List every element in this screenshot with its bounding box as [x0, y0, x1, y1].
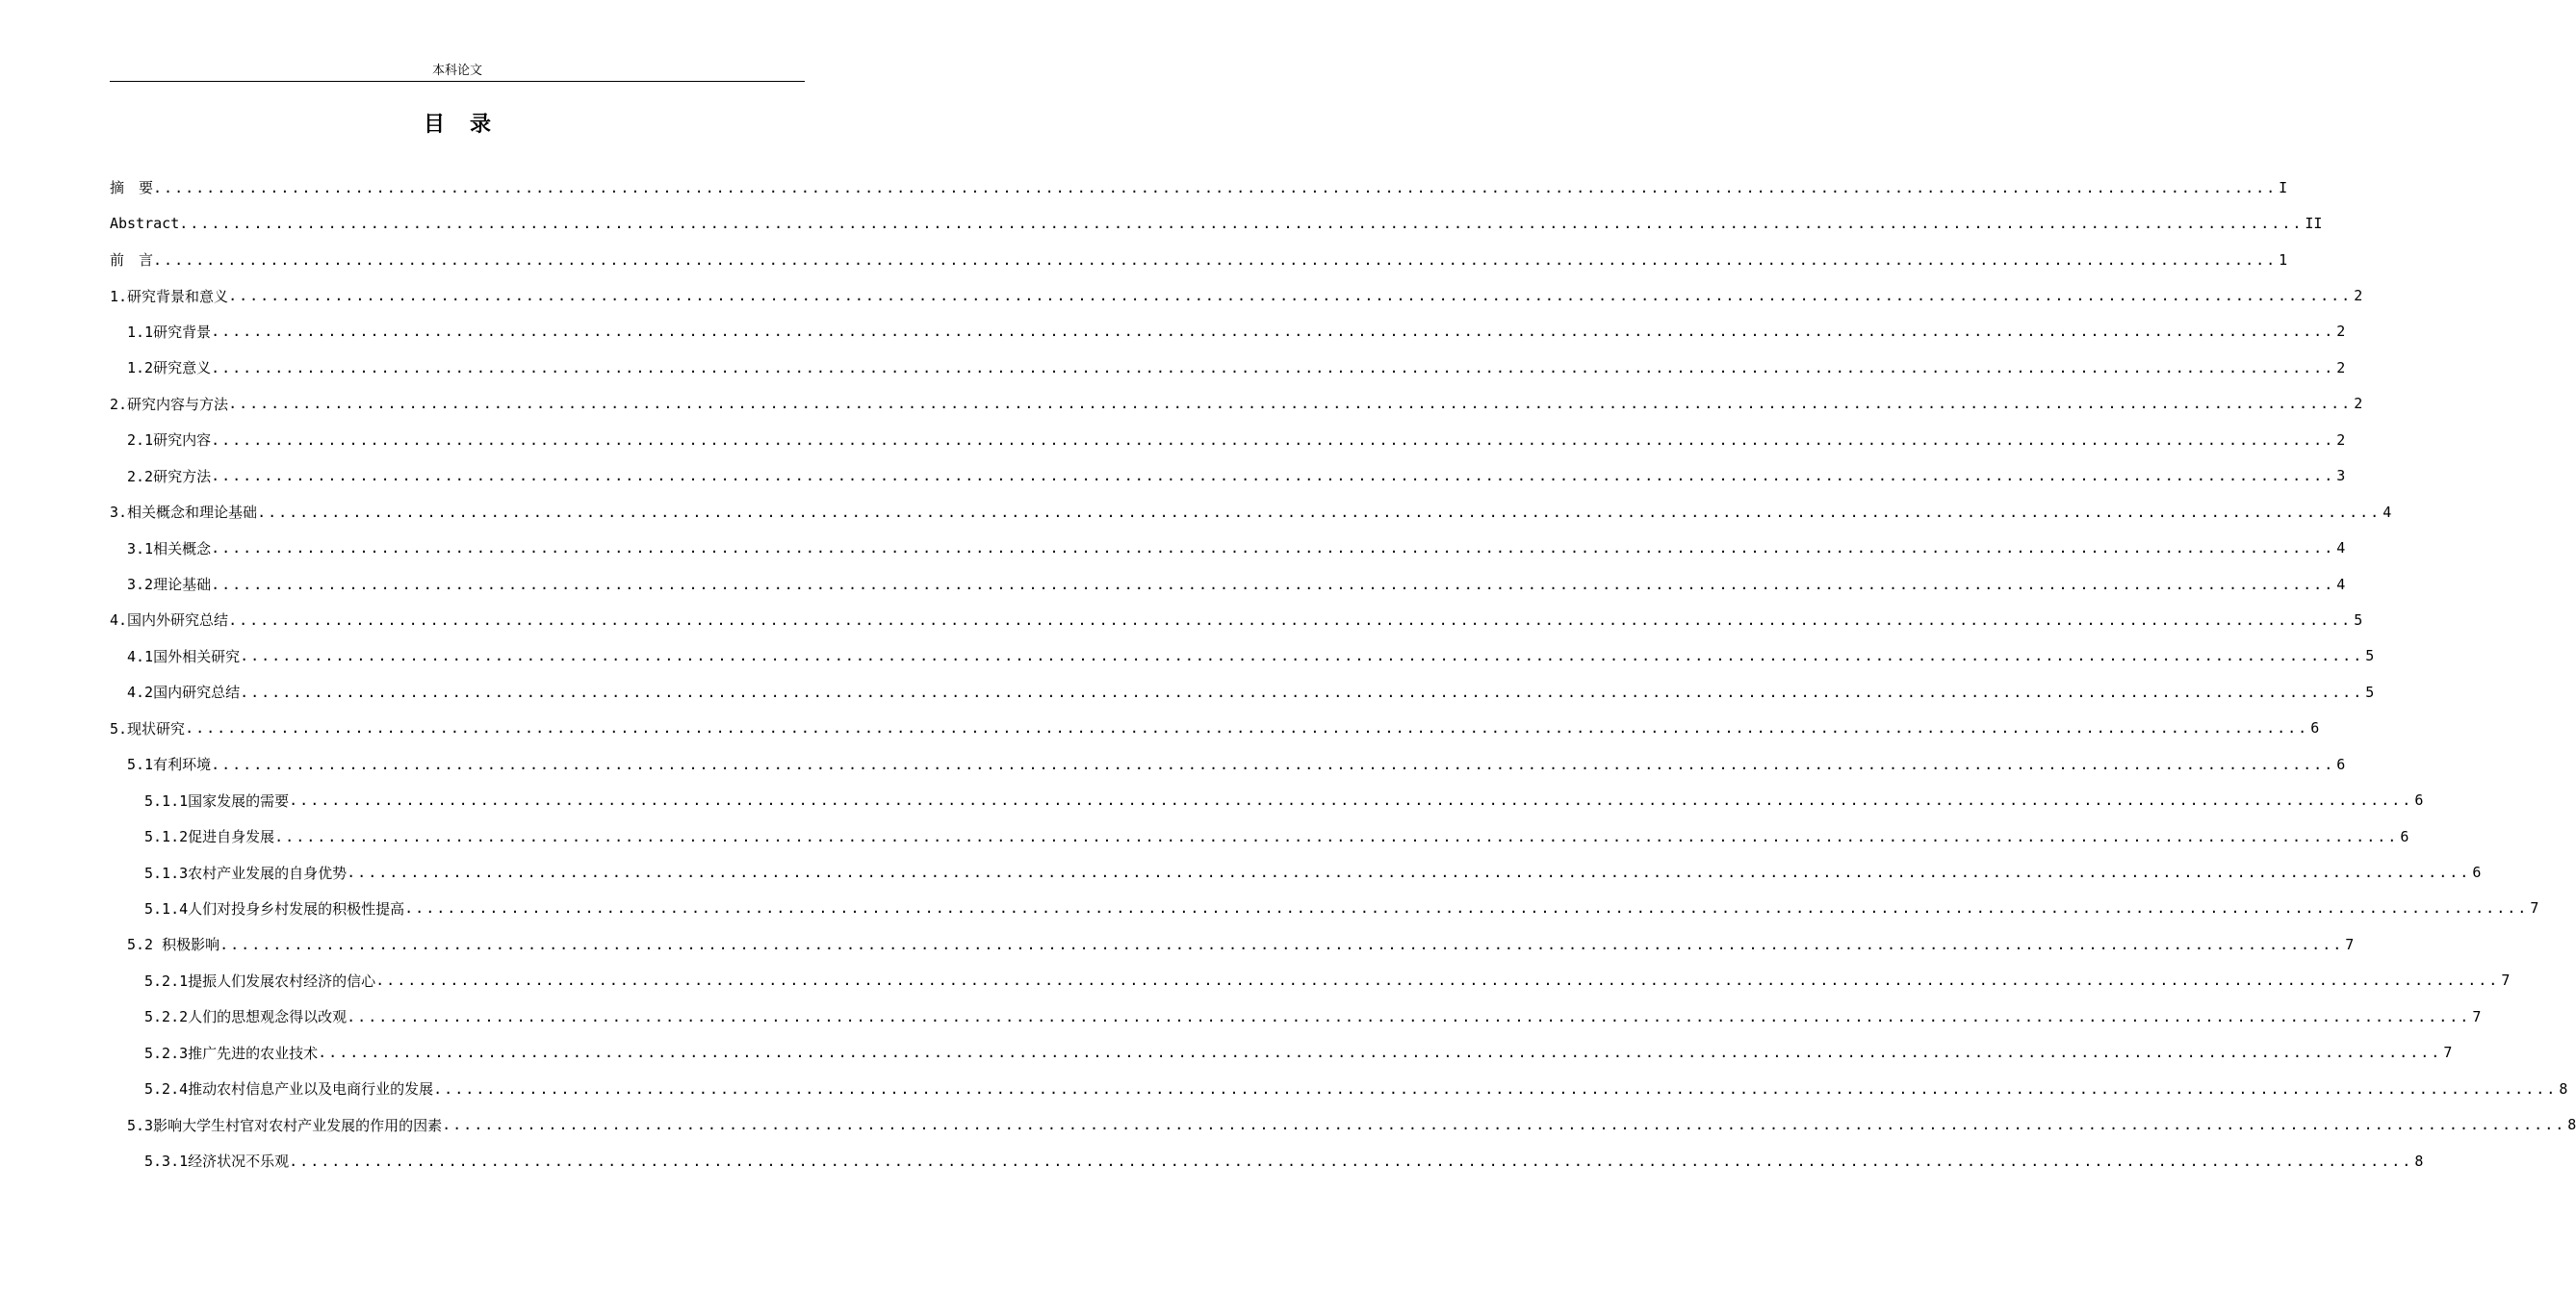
toc-entry[interactable] [110, 566, 2346, 602]
toc-entry-label: 1.1研究背景 [127, 323, 212, 341]
toc-leader-dots: ........................................................................................................................................................................................................ [289, 791, 2413, 810]
toc-entry-label: Abstract [110, 215, 180, 233]
toc-entry[interactable] [110, 926, 2355, 962]
toc-entry[interactable] [110, 314, 2346, 350]
toc-entry-label: 5.1.1国家发展的需要 [144, 791, 290, 810]
toc-entry-label: 1.研究背景和意义 [110, 287, 229, 305]
toc-entry-label: 2.2研究方法 [127, 467, 212, 485]
toc-leader-dots: ........................................................................................................................................................................................................ [211, 430, 2335, 449]
toc-entry-page: 6 [2400, 827, 2409, 845]
toc-entry[interactable] [110, 494, 2392, 530]
toc-leader-dots: ........................................................................................................................................................................................................ [211, 323, 2335, 341]
page-header: 本科论文 [431, 64, 482, 78]
toc-entry-page: 4 [2336, 539, 2346, 557]
toc-entry-label: 4.国内外研究总结 [110, 611, 229, 630]
toc-entry[interactable] [110, 638, 2375, 674]
toc-entry[interactable] [110, 1071, 2568, 1106]
toc-leader-dots: ........................................................................................................................................................................................................ [185, 719, 2309, 738]
toc-leader-dots: ........................................................................................................................................................................................................ [228, 287, 2353, 305]
toc-entry-label: 5.2.4推动农村信息产业以及电商行业的发展 [144, 1080, 434, 1099]
toc-entry-page: 6 [2414, 791, 2424, 810]
toc-entry-label: 前 言 [110, 251, 154, 270]
toc-entry[interactable] [110, 891, 2539, 926]
toc-entry[interactable] [110, 386, 2363, 422]
toc-entry[interactable] [110, 277, 2363, 313]
toc-title: 目录 [423, 113, 516, 137]
header-rule [110, 81, 805, 82]
toc-leader-dots: ........................................................................................................................................................................................................ [442, 1116, 2566, 1134]
toc-leader-dots: ........................................................................................................................................................................................................ [211, 358, 2335, 376]
toc-entry-label: 5.1.2促进自身发展 [144, 828, 275, 846]
toc-entry[interactable] [110, 1106, 2576, 1142]
toc-leader-dots: ........................................................................................................................................................................................................ [228, 610, 2353, 629]
toc-entry[interactable] [110, 530, 2346, 565]
toc-entry-page: 7 [2345, 935, 2355, 953]
toc-entry-page: I [2279, 178, 2288, 196]
toc-entry[interactable] [110, 1143, 2424, 1179]
toc-entry-page: 8 [2414, 1152, 2424, 1170]
toc-entry-page: 2 [2336, 323, 2346, 341]
toc-entry-page: II [2305, 215, 2323, 233]
toc-entry[interactable] [110, 963, 2511, 998]
toc-entry-page: 5 [2354, 610, 2363, 629]
toc-leader-dots: ........................................................................................................................................................................................................ [433, 1079, 2558, 1098]
toc-entry[interactable] [110, 746, 2346, 782]
toc-entry-label: 4.2国内研究总结 [127, 684, 241, 702]
toc-entry[interactable] [110, 350, 2346, 385]
toc-entry-page: 7 [2530, 899, 2539, 918]
toc-entry-label: 5.1有利环境 [127, 756, 212, 774]
toc-entry-page: 3 [2336, 467, 2346, 485]
toc-entry-label: 2.1研究内容 [127, 431, 212, 450]
toc-leader-dots: ........................................................................................................................................................................................................ [289, 1152, 2413, 1170]
toc-entry[interactable] [110, 205, 2323, 241]
toc-entry-page: 7 [2501, 972, 2511, 990]
toc-leader-dots: ........................................................................................................................................................................................................ [240, 647, 2364, 665]
toc-leader-dots: ........................................................................................................................................................................................................ [211, 539, 2335, 557]
toc-entry[interactable] [110, 998, 2482, 1034]
toc-leader-dots: ........................................................................................................................................................................................................ [257, 503, 2382, 521]
toc-entry[interactable] [110, 242, 2288, 277]
toc-leader-dots: ........................................................................................................................................................................................................ [211, 467, 2335, 485]
toc-list [110, 169, 2576, 1179]
toc-entry-label: 5.现状研究 [110, 719, 186, 738]
toc-entry-page: 2 [2354, 287, 2363, 305]
toc-leader-dots: ........................................................................................................................................................................................................ [219, 935, 2344, 953]
toc-entry-label: 5.1.4人们对投身乡村发展的积极性提高 [144, 899, 405, 918]
toc-entry-page: 8 [2567, 1116, 2576, 1134]
toc-entry-label: 5.2.3推广先进的农业技术 [144, 1044, 319, 1062]
toc-entry-label: 5.3.1经济状况不乐观 [144, 1153, 290, 1171]
toc-entry-page: 7 [2443, 1044, 2453, 1062]
toc-entry[interactable] [110, 782, 2424, 817]
toc-entry-page: 6 [2310, 719, 2320, 738]
toc-entry[interactable] [110, 422, 2346, 457]
toc-entry-label: 5.2 积极影响 [127, 936, 220, 954]
toc-entry-page: 7 [2472, 1007, 2482, 1025]
toc-entry-page: 4 [2336, 575, 2346, 593]
toc-entry-page: 1 [2279, 250, 2288, 269]
toc-entry[interactable] [110, 1035, 2453, 1071]
toc-entry-label: 5.2.1提振人们发展农村经济的信心 [144, 972, 376, 990]
toc-leader-dots: ........................................................................................................................................................................................................ [347, 1007, 2471, 1025]
toc-entry[interactable] [110, 169, 2288, 205]
toc-entry-label: 3.2理论基础 [127, 576, 212, 594]
toc-entry-page: 8 [2559, 1079, 2568, 1098]
toc-leader-dots: ........................................................................................................................................................................................................ [318, 1044, 2442, 1062]
toc-leader-dots: ........................................................................................................................................................................................................ [228, 395, 2353, 413]
toc-leader-dots: ........................................................................................................................................................................................................ [211, 755, 2335, 773]
toc-entry-page: 2 [2336, 358, 2346, 376]
toc-leader-dots: ........................................................................................................................................................................................................ [211, 575, 2335, 593]
toc-entry-label: 摘 要 [110, 179, 154, 197]
toc-leader-dots: ........................................................................................................................................................................................................ [347, 864, 2471, 882]
toc-entry-page: 5 [2365, 647, 2375, 665]
toc-entry-page: 2 [2336, 430, 2346, 449]
toc-leader-dots: ........................................................................................................................................................................................................ [179, 215, 2304, 233]
toc-entry-label: 5.2.2人们的思想观念得以改观 [144, 1008, 348, 1026]
toc-entry-label: 1.2研究意义 [127, 359, 212, 377]
toc-entry-page: 2 [2354, 395, 2363, 413]
toc-entry[interactable] [110, 674, 2375, 710]
toc-entry-page: 5 [2365, 683, 2375, 701]
toc-leader-dots: ........................................................................................................................................................................................................ [153, 178, 2278, 196]
toc-leader-dots: ........................................................................................................................................................................................................ [240, 683, 2364, 701]
toc-leader-dots: ........................................................................................................................................................................................................ [404, 899, 2529, 918]
toc-entry[interactable] [110, 602, 2363, 637]
toc-entry-label: 4.1国外相关研究 [127, 647, 241, 665]
toc-entry-page: 6 [2336, 755, 2346, 773]
toc-entry[interactable] [110, 458, 2346, 494]
toc-entry-page: 6 [2472, 864, 2482, 882]
toc-entry-page: 4 [2383, 503, 2392, 521]
toc-entry-label: 5.1.3农村产业发展的自身优势 [144, 864, 348, 882]
toc-entry-label: 3.1相关概念 [127, 539, 212, 557]
toc-entry[interactable] [110, 818, 2409, 854]
toc-entry-label: 3.相关概念和理论基础 [110, 504, 258, 522]
toc-leader-dots: ........................................................................................................................................................................................................ [274, 827, 2399, 845]
toc-entry-label: 5.3影响大学生村官对农村产业发展的作用的因素 [127, 1116, 443, 1134]
toc-entry[interactable] [110, 854, 2482, 890]
toc-leader-dots: ........................................................................................................................................................................................................ [375, 972, 2500, 990]
toc-leader-dots: ........................................................................................................................................................................................................ [153, 250, 2278, 269]
toc-entry-label: 2.研究内容与方法 [110, 395, 229, 413]
toc-entry[interactable] [110, 711, 2320, 746]
